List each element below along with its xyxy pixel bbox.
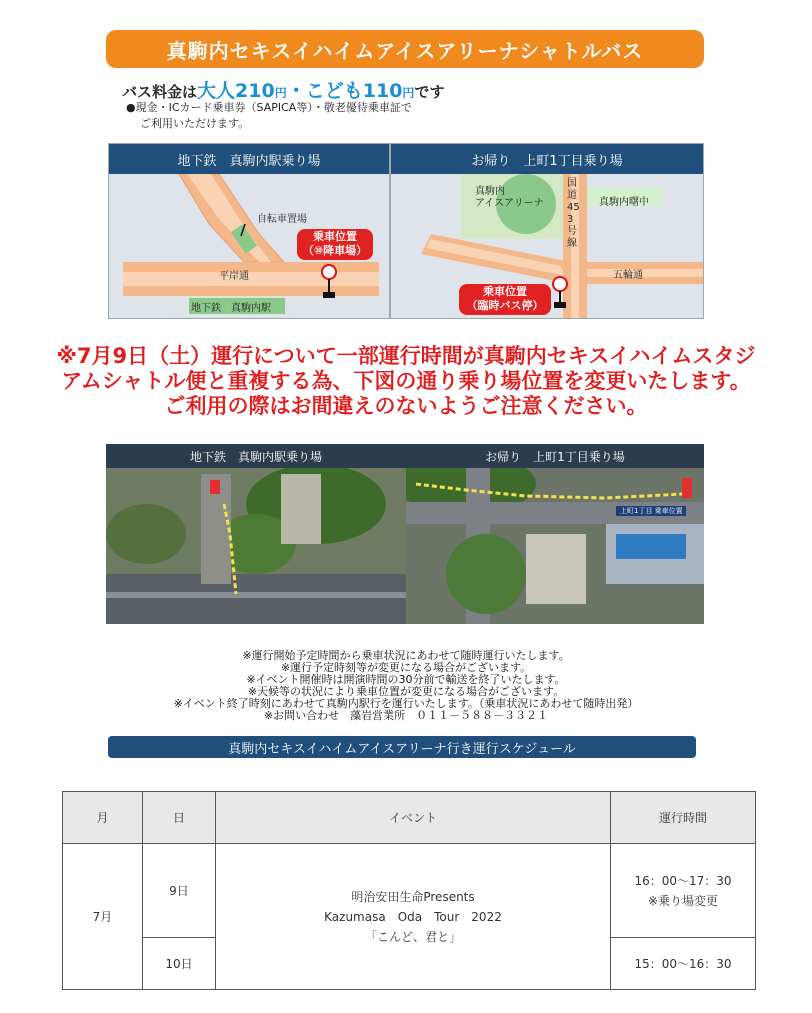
- photo-right-tag: 上町1丁目 乗車位置: [620, 507, 683, 515]
- cell-event: [216, 844, 611, 990]
- event-line1: 明治安田生命Presents: [351, 889, 475, 904]
- stop-right-line1: 乗車位置: [483, 285, 527, 298]
- notes: [0, 650, 812, 722]
- note-2: ※運行予定時刻等が変更になる場合がございます。: [280, 661, 532, 674]
- fare-label: バス料金は: [122, 83, 198, 101]
- cell-day: 10日: [143, 938, 216, 990]
- event-line3: 「こんど、君と」: [364, 929, 461, 944]
- map-right-header: お帰り 上町1丁目乗り場: [391, 144, 703, 174]
- fare-separator: ・: [286, 80, 306, 102]
- yen-unit-2: 円: [402, 86, 415, 100]
- route-453-label: 国道453号線: [567, 178, 580, 249]
- table-row: [63, 844, 756, 938]
- stop-right-line2: （臨時バス停）: [466, 299, 544, 312]
- fare-note-line2: ご利用いただけます。: [140, 117, 250, 130]
- table-header-row: [63, 792, 756, 844]
- adult-label: 大人: [197, 80, 236, 102]
- map-left-header: 地下鉄 真駒内駅乗り場: [109, 144, 389, 174]
- page-title: 真駒内セキスイハイムアイスアリーナシャトルバス: [106, 30, 704, 68]
- schedule-title: 真駒内セキスイハイムアイスアリーナ行き運行スケジュール: [108, 736, 696, 758]
- arena-line2: アイスアリーナ: [475, 198, 544, 209]
- photo-left-header: 地下鉄 真駒内駅乗り場: [106, 444, 406, 468]
- stop-marker-right: [459, 284, 551, 315]
- note-1: ※運行開始予定時間から乗車状況にあわせて随時運行いたします。: [242, 649, 570, 662]
- time-value: 16：00～17：30: [634, 873, 732, 888]
- yen-unit: 円: [274, 86, 287, 100]
- arena-label: [475, 186, 544, 210]
- cell-day: 9日: [143, 844, 216, 938]
- note-3: ※イベント開催時は開演時間の30分前で輸送を終了いたします。: [246, 673, 566, 686]
- aerial-photo-left: [106, 444, 406, 624]
- header-month: 月: [63, 792, 143, 844]
- road-label-hiragishi: 平岸通: [219, 271, 249, 282]
- child-price: 110: [362, 80, 403, 102]
- schedule-table: [62, 791, 756, 990]
- aerial-photo-right: [406, 444, 704, 624]
- note-4: ※天候等の状況により乗車位置が変更になる場合がございます。: [247, 685, 565, 698]
- gorin-label: 五輪通: [613, 270, 643, 281]
- stop-left-line2: （⑩降車場）: [302, 244, 368, 257]
- child-label: こども: [305, 80, 363, 102]
- note-5: ※イベント終了時刻にあわせて真駒内駅行を運行いたします。（乗車状況にあわせて随時出発）: [173, 697, 639, 710]
- aerial-photos: [106, 444, 704, 624]
- map-kamimachi-stop: [390, 143, 704, 319]
- stop-marker-left: [297, 229, 373, 260]
- aerial-left-image: [106, 444, 406, 624]
- header-time: 運行時間: [611, 792, 756, 844]
- note-6: ※お問い合わせ 藻岩営業所 ０１１－５８８－３３２１: [263, 709, 549, 722]
- header-event: イベント: [216, 792, 611, 844]
- time-note: ※乗り場変更: [647, 893, 719, 908]
- stop-left-line1: 乗車位置: [313, 230, 357, 243]
- notice-line1: ※7月9日（土）運行について一部運行時間が真駒内セキスイハイムスタジ: [56, 344, 756, 368]
- cell-month: 7月: [63, 844, 143, 990]
- change-notice: [0, 344, 812, 419]
- fare-line: [122, 76, 444, 103]
- cell-time: [611, 844, 756, 938]
- fare-note-line1: ●現金・ICカード乗車券（SAPICA等）・敬老優待乗車証で: [126, 101, 412, 114]
- header-day: 日: [143, 792, 216, 844]
- cell-time: 15：00～16：30: [611, 938, 756, 990]
- photo-right-header: お帰り 上町1丁目乗り場: [406, 444, 704, 468]
- fare-suffix: です: [414, 83, 445, 101]
- event-line2: Kazumasa Oda Tour 2022: [324, 909, 502, 924]
- arena-line1: 真駒内: [475, 186, 505, 197]
- bike-parking-label: 自転車置場: [257, 214, 307, 225]
- aerial-right-image: [406, 444, 704, 624]
- fare-note: [126, 100, 412, 132]
- notice-line3: ご利用の際はお間違えのないようご注意ください。: [164, 394, 648, 418]
- akebono-label: 真駒内曙中: [599, 197, 649, 208]
- adult-price: 210: [235, 80, 275, 102]
- notice-line2: アムシャトル便と重複する為、下図の通り乗り場位置を変更いたします。: [61, 369, 751, 393]
- station-label: 地下鉄 真駒内駅: [191, 303, 271, 314]
- map-subway-station: [108, 143, 390, 319]
